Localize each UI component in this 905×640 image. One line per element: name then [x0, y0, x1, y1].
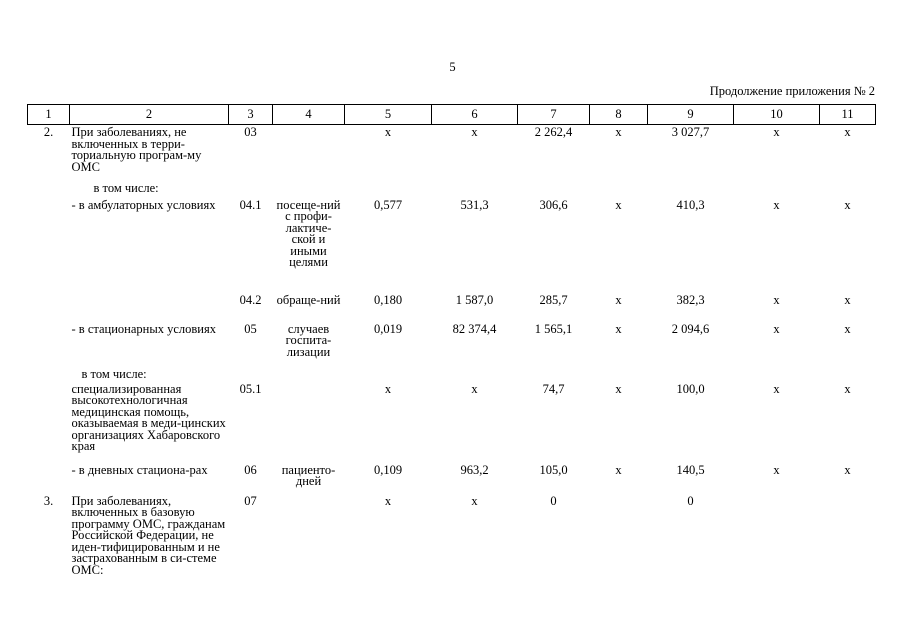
row-code: 05 [244, 321, 257, 336]
row-unit [273, 125, 345, 183]
cell-value: х [844, 381, 851, 396]
cell-value: 531,3 [460, 197, 489, 212]
cell-value: 2 094,6 [671, 321, 710, 336]
cell-value: х [844, 197, 851, 212]
row-number [28, 369, 70, 384]
cell-value [734, 496, 820, 606]
cell-value [820, 183, 876, 200]
cell-value: х [773, 321, 780, 336]
cell-value: 100,0 [676, 381, 705, 396]
cell-value: 0,019 [373, 321, 403, 336]
table-row [28, 125, 876, 183]
cell-value: 105,0 [539, 462, 568, 477]
cell-value: 306,6 [539, 197, 568, 212]
cell-value: х [471, 493, 478, 508]
row-unit: случаев госпита-лизации [285, 321, 332, 359]
cell-value: 0,577 [373, 197, 403, 212]
row-number [28, 200, 70, 295]
cell-value: х [773, 125, 780, 139]
row-code: 03 [244, 125, 257, 139]
row-code: 04.1 [239, 197, 262, 212]
page-number: 5 [449, 60, 456, 74]
row-name: При заболеваниях, не включенных в терри-ториальную програм-му ОМС [71, 125, 202, 174]
cell-value [590, 496, 648, 606]
cell-value: х [615, 125, 622, 139]
appendix-table [27, 104, 876, 606]
table-row [28, 183, 876, 200]
row-name: в том числе: [93, 180, 159, 195]
row-unit [273, 496, 345, 606]
cell-value: 82 374,4 [452, 321, 497, 336]
row-number [28, 384, 70, 465]
cell-value [590, 183, 648, 200]
row-name: - в дневных стациона-рах [71, 462, 208, 477]
row-name: специализированная высокотехнологичная медицинская помощь, оказываемая в меди-цинских организациях Хабаровского края [71, 381, 226, 454]
column-header: 9 [648, 105, 734, 125]
row-number [28, 183, 70, 200]
table-row [28, 295, 876, 324]
row-unit [273, 369, 345, 384]
row-name: При заболеваниях, включенных в базовую программу ОМС, гражданам Российской Федерации, не иден-тифицированным и не застрахованным в си-стеме ОМС: [71, 493, 226, 578]
cell-value: х [844, 292, 851, 307]
cell-value: х [471, 381, 478, 396]
column-header: 10 [734, 105, 820, 125]
row-code: 06 [244, 462, 257, 477]
row-code: 07 [244, 493, 257, 508]
cell-value: 0 [550, 493, 557, 508]
cell-value: х [773, 381, 780, 396]
cell-value: 285,7 [539, 292, 568, 307]
continuation-label: Продолжение приложения № 2 [709, 84, 875, 98]
cell-value: 410,3 [676, 197, 705, 212]
cell-value: 963,2 [460, 462, 489, 477]
cell-value: х [773, 197, 780, 212]
cell-value: 1 587,0 [455, 292, 494, 307]
row-number: 3. [43, 493, 54, 508]
cell-value: х [384, 125, 392, 139]
table-row [28, 496, 876, 606]
table-row [28, 465, 876, 496]
row-code [229, 183, 273, 200]
cell-value: 1 565,1 [534, 321, 573, 336]
cell-value [734, 183, 820, 200]
column-number-row [28, 105, 876, 125]
cell-value [345, 183, 432, 200]
table-row [28, 384, 876, 465]
table-row [28, 200, 876, 295]
cell-value [648, 183, 734, 200]
cell-value: х [844, 321, 851, 336]
cell-value: х [773, 462, 780, 477]
row-unit: пациенто-дней [281, 462, 336, 489]
cell-value: 0,180 [373, 292, 403, 307]
row-unit [273, 384, 345, 465]
cell-value [820, 496, 876, 606]
cell-value: х [471, 125, 478, 139]
cell-value: х [615, 321, 622, 336]
cell-value: 74,7 [542, 381, 565, 396]
row-unit: обраще-ний [276, 292, 341, 307]
row-number [28, 465, 70, 496]
table-row [28, 324, 876, 369]
column-header: 8 [590, 105, 648, 125]
row-code: 04.2 [239, 292, 262, 307]
column-header: 7 [518, 105, 590, 125]
cell-value: х [384, 381, 392, 396]
row-unit [273, 183, 345, 200]
cell-value: 2 262,4 [534, 125, 573, 139]
row-name: в том числе: [81, 366, 147, 381]
cell-value: 140,5 [676, 462, 705, 477]
column-header: 6 [432, 105, 518, 125]
column-header: 5 [345, 105, 432, 125]
cell-value: х [615, 462, 622, 477]
column-header: 2 [70, 105, 229, 125]
column-header: 1 [28, 105, 70, 125]
row-number: 2. [43, 125, 54, 139]
cell-value: х [384, 493, 392, 508]
cell-value: х [615, 381, 622, 396]
cell-value: х [615, 197, 622, 212]
cell-value: 382,3 [676, 292, 705, 307]
cell-value [432, 183, 518, 200]
cell-value: х [615, 292, 622, 307]
row-unit: посеще-ний с профи-лактиче-ской и иными целями [276, 197, 341, 270]
column-header: 3 [229, 105, 273, 125]
cell-value: х [844, 462, 851, 477]
cell-value [518, 183, 590, 200]
cell-value: х [773, 292, 780, 307]
row-name: - в амбулаторных условиях [71, 197, 216, 212]
cell-value: 3 027,7 [671, 125, 710, 139]
cell-value: 0 [687, 493, 694, 508]
row-number [28, 295, 70, 324]
cell-value: х [844, 125, 851, 139]
cell-value: 0,109 [373, 462, 403, 477]
row-name: - в стационарных условиях [71, 321, 216, 336]
row-code: 05.1 [239, 381, 262, 396]
column-header: 4 [273, 105, 345, 125]
row-number [28, 324, 70, 369]
column-header: 11 [820, 105, 876, 125]
row-name [70, 295, 229, 324]
